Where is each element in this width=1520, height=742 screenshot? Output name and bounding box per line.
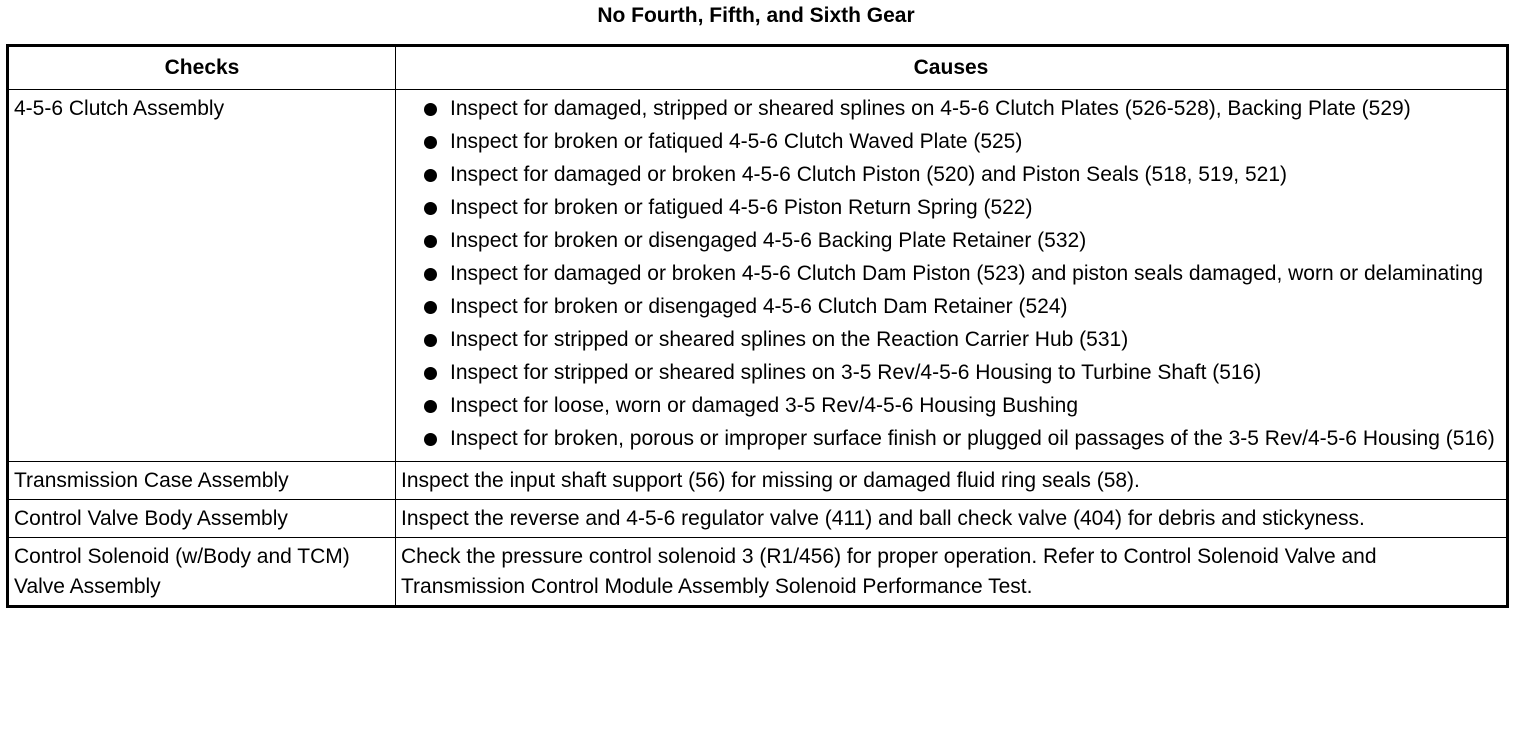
- causes-column-header: Causes: [396, 46, 1508, 90]
- check-cell: 4-5-6 Clutch Assembly: [8, 90, 396, 462]
- cause-list-item: Inspect for broken or fatigued 4-5-6 Piston Return Spring (522): [401, 193, 1501, 223]
- bullet-icon: [424, 136, 437, 149]
- bullet-icon: [424, 400, 437, 413]
- bullet-icon: [424, 433, 437, 446]
- cause-list-item: Inspect for broken or fatiqued 4-5-6 Clutch Waved Plate (525): [401, 127, 1501, 157]
- bullet-icon: [424, 235, 437, 248]
- cause-list-item: Inspect for damaged or broken 4-5-6 Clutch Piston (520) and Piston Seals (518, 519, 521): [401, 160, 1501, 190]
- cause-list-item: Inspect for loose, worn or damaged 3-5 Rev/4-5-6 Housing Bushing: [401, 391, 1501, 421]
- cause-list: [401, 94, 1501, 458]
- diagnostic-table: [6, 44, 1509, 608]
- check-cell: Control Valve Body Assembly: [8, 500, 396, 538]
- cause-list-item: Inspect for damaged, stripped or sheared splines on 4-5-6 Clutch Plates (526-528), Backing Plate (529): [401, 94, 1501, 124]
- bullet-icon: [424, 367, 437, 380]
- cause-list-item: Inspect for stripped or sheared splines on 3-5 Rev/4-5-6 Housing to Turbine Shaft (516): [401, 358, 1501, 388]
- bullet-icon: [424, 268, 437, 281]
- table-row: [8, 90, 1508, 462]
- bullet-icon: [424, 169, 437, 182]
- check-cell: Control Solenoid (w/Body and TCM) Valve Assembly: [8, 538, 396, 607]
- cause-cell: Inspect the reverse and 4-5-6 regulator valve (411) and ball check valve (404) for debris and stickyness.: [396, 500, 1508, 538]
- cause-cell: Inspect the input shaft support (56) for missing or damaged fluid ring seals (58).: [396, 462, 1508, 500]
- table-row: [8, 538, 1508, 607]
- cause-list-item: Inspect for damaged or broken 4-5-6 Clutch Dam Piston (523) and piston seals damaged, worn or delaminating: [401, 259, 1501, 289]
- page-title: No Fourth, Fifth, and Sixth Gear: [597, 4, 915, 27]
- bullet-icon: [424, 103, 437, 116]
- cause-cell: [396, 90, 1508, 462]
- table-row: [8, 500, 1508, 538]
- table-header-row: [8, 46, 1508, 90]
- cause-cell: Check the pressure control solenoid 3 (R1/456) for proper operation. Refer to Control Solenoid Valve and Transmission Control Module Assembly Solenoid Performance Test.: [396, 538, 1508, 607]
- bullet-icon: [424, 202, 437, 215]
- cause-list-item: Inspect for stripped or sheared splines on the Reaction Carrier Hub (531): [401, 325, 1501, 355]
- table-row: [8, 462, 1508, 500]
- bullet-icon: [424, 334, 437, 347]
- check-cell: Transmission Case Assembly: [8, 462, 396, 500]
- cause-list-item: Inspect for broken or disengaged 4-5-6 Clutch Dam Retainer (524): [401, 292, 1501, 322]
- cause-list-item: Inspect for broken, porous or improper surface finish or plugged oil passages of the 3-5 Rev/4-5-6 Housing (516): [401, 424, 1501, 454]
- cause-list-item: Inspect for broken or disengaged 4-5-6 Backing Plate Retainer (532): [401, 226, 1501, 256]
- bullet-icon: [424, 301, 437, 314]
- checks-column-header: Checks: [8, 46, 396, 90]
